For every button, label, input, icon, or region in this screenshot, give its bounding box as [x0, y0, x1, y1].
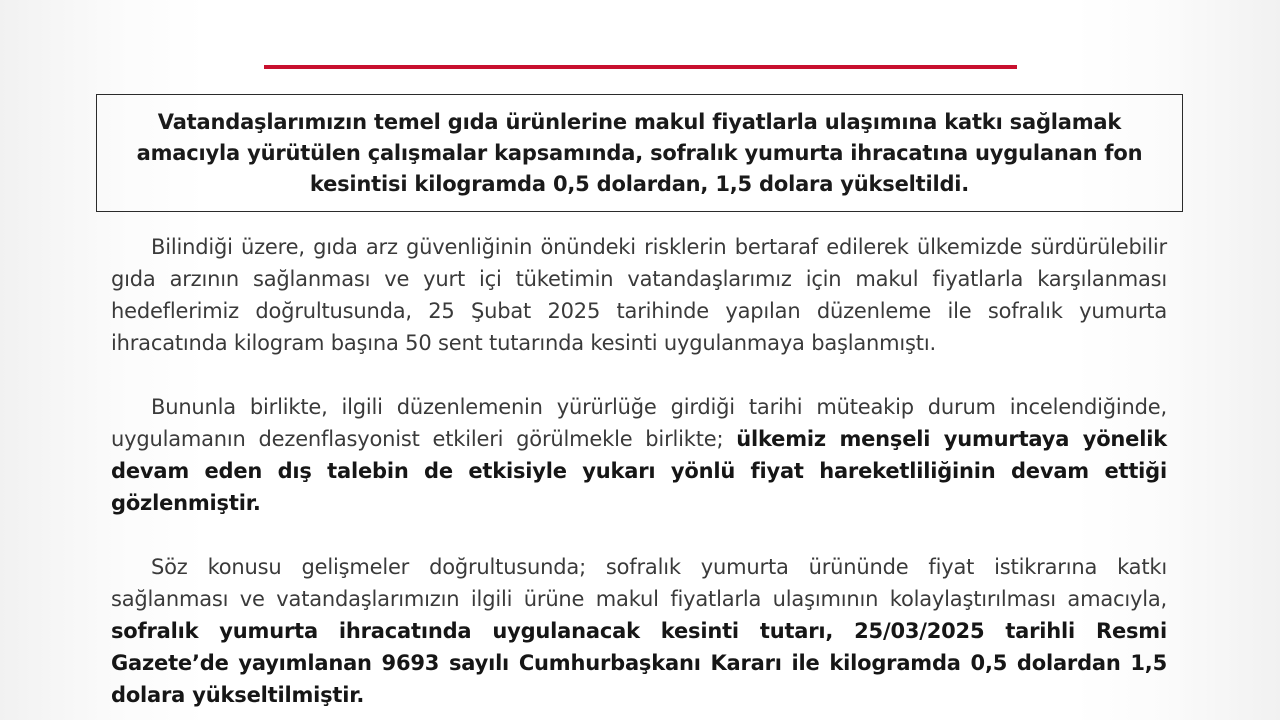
headline-text: Vatandaşlarımızın temel gıda ürünlerine makul fiyatlarla ulaşımına katkı sağlamak amacıyla yürütülen çalışmalar kapsamında, sofralık yumurta ihracatına uygulanan fon kesintisi kilogramda 0,5 dolardan, 1,5 dolara yükseltildi.: [136, 109, 1143, 196]
paragraph-3: [111, 551, 1167, 711]
headline-box: [96, 94, 1183, 212]
paragraph-3-text: Söz konusu gelişmeler doğrultusunda; sofralık yumurta ürününde fiyat istikrarına katkı sağlanması ve vatandaşlarımızın ilgili ürüne makul fiyatlarla ulaşımının kolaylaştırılması amacıyla,: [111, 555, 1167, 611]
paragraph-1: [111, 231, 1167, 359]
paragraph-2-text: Bununla birlikte, ilgili düzenlemenin yürürlüğe girdiği tarihi müteakip durum incelendiğinde, uygulamanın dezenflasyonist etkileri görülmekle birlikte;: [111, 395, 1167, 451]
paragraph-2-bold-text: ülkemiz menşeli yumurtaya yönelik devam eden dış talebin de etkisiyle yukarı yönlü fiyat hareketliliğinin devam ettiği gözlenmiştir.: [111, 427, 1167, 515]
body-text: [111, 231, 1167, 711]
red-divider-rule: [264, 65, 1017, 69]
paragraph-1-text: Bilindiği üzere, gıda arz güvenliğinin önündeki risklerin bertaraf edilerek ülkemizde sürdürülebilir gıda arzının sağlanması ve yurt içi tüketimin vatandaşlarımız için makul fiyatlarla karşılanması hedeflerimiz doğrultusunda, 25 Şubat 2025 tarihinde yapılan düzenleme ile sofralık yumurta ihracatında kilogram başına 50 sent tutarında kesinti uygulanmaya başlanmıştı.: [111, 235, 1167, 355]
paragraph-2: [111, 391, 1167, 519]
paragraph-3-bold-text: sofralık yumurta ihracatında uygulanacak kesinti tutarı, 25/03/2025 tarihli Resmi Gazete’de yayımlanan 9693 sayılı Cumhurbaşkanı Kararı ile kilogramda 0,5 dolardan 1,5 dolara yükseltilmiştir.: [111, 619, 1167, 707]
